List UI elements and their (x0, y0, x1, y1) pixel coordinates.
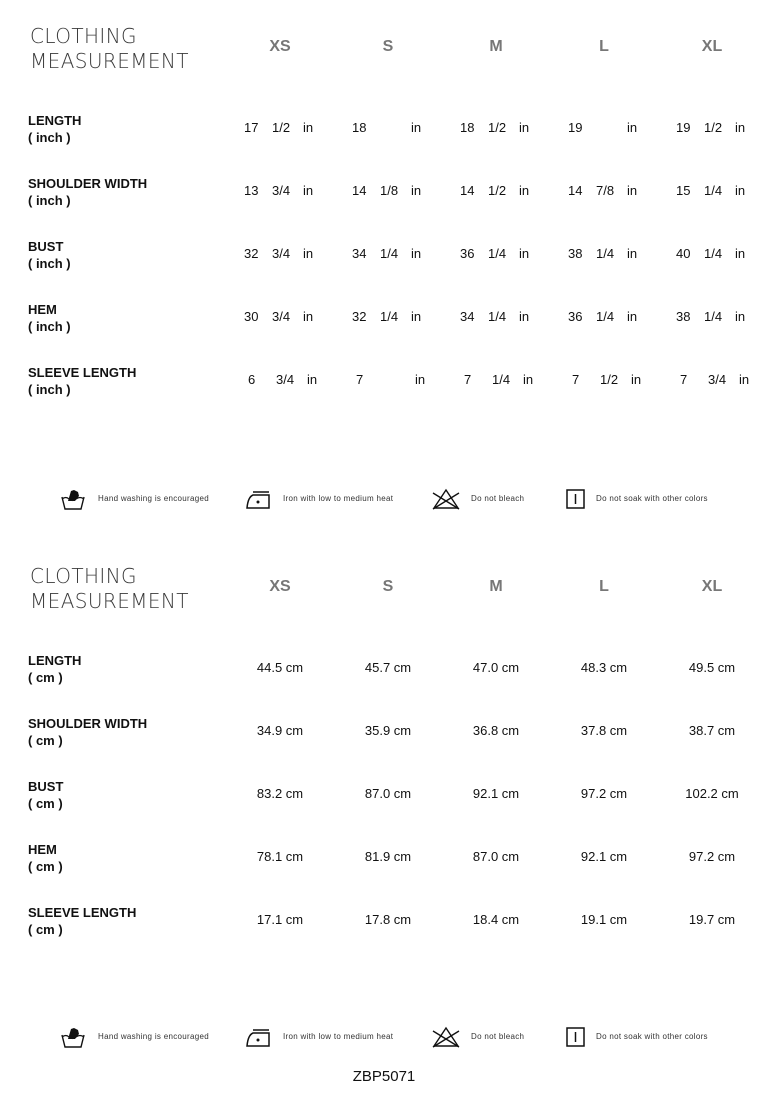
unit: in (631, 372, 642, 387)
unit: in (627, 120, 638, 135)
whole-number: 7 (464, 372, 472, 387)
unit-label: ( cm ) (28, 796, 63, 811)
row-label (28, 778, 63, 812)
value-cell: 18.4 cm (472, 912, 520, 927)
value-cell: 36.8 cm (472, 723, 520, 738)
size-header-m: M (489, 578, 503, 595)
unit: in (411, 309, 422, 324)
unit: in (519, 246, 530, 261)
fraction: 1/4 (596, 246, 615, 261)
whole-number: 38 (676, 309, 691, 324)
size-header-xs: XS (269, 38, 291, 55)
title-line-2: MEASUREMENT (30, 589, 189, 613)
row-label (28, 715, 147, 749)
fraction: 7/8 (596, 183, 615, 198)
iron-low-heat-icon (244, 1025, 272, 1049)
value-cell: 38.7 cm (688, 723, 736, 738)
table-row (0, 778, 768, 818)
care-text: Hand washing is encouraged (98, 1032, 209, 1041)
row-label (28, 652, 81, 686)
measurement-name: BUST (28, 239, 64, 254)
unit: in (411, 183, 422, 198)
whole-number: 17 (244, 120, 259, 135)
value-cell: 35.9 cm (364, 723, 412, 738)
value-cell: 19.1 cm (580, 912, 628, 927)
whole-number: 7 (356, 372, 364, 387)
row-label (28, 175, 147, 209)
unit-label: ( cm ) (28, 670, 63, 685)
value-cell: 97.2 cm (688, 849, 736, 864)
fraction: 1/4 (704, 246, 723, 261)
no-soak-icon (565, 1025, 587, 1049)
value-cell: 17.8 cm (364, 912, 412, 927)
fraction: 1/8 (380, 183, 399, 198)
unit: in (411, 246, 422, 261)
unit-label: ( inch ) (28, 319, 71, 334)
unit: in (627, 246, 638, 261)
size-header-l: L (599, 38, 609, 55)
size-header-l: L (599, 578, 609, 595)
unit-label: ( cm ) (28, 733, 63, 748)
value-cell: 78.1 cm (256, 849, 304, 864)
unit: in (519, 309, 530, 324)
unit: in (303, 309, 314, 324)
fraction: 3/4 (272, 246, 291, 261)
fraction: 1/4 (380, 246, 399, 261)
whole-number: 32 (352, 309, 367, 324)
table-row (0, 301, 768, 341)
unit: in (735, 309, 746, 324)
table-row (0, 112, 768, 152)
row-label (28, 301, 71, 335)
table-row (0, 238, 768, 278)
no-bleach-icon (431, 487, 461, 511)
fraction: 1/4 (704, 309, 723, 324)
no-soak-icon (565, 487, 587, 511)
unit: in (627, 183, 638, 198)
fraction: 1/4 (488, 246, 507, 261)
unit: in (519, 120, 530, 135)
measurement-name: SHOULDER WIDTH (28, 716, 148, 731)
whole-number: 7 (680, 372, 688, 387)
whole-number: 13 (244, 183, 259, 198)
whole-number: 18 (352, 120, 367, 135)
value-cell: 97.2 cm (580, 786, 628, 801)
size-header-s: S (382, 578, 394, 595)
size-header-s: S (382, 38, 394, 55)
no-bleach-icon (431, 1025, 461, 1049)
unit-label: ( inch ) (28, 130, 71, 145)
whole-number: 30 (244, 309, 259, 324)
whole-number: 14 (568, 183, 583, 198)
value-cell: 44.5 cm (256, 660, 304, 675)
value-cell: 37.8 cm (580, 723, 628, 738)
fraction: 3/4 (272, 309, 291, 324)
care-text: Do not bleach (471, 1032, 525, 1041)
iron-low-heat-icon (244, 487, 272, 511)
size-header-xl: XL (701, 578, 723, 595)
care-text: Do not soak with other colors (596, 1032, 708, 1041)
whole-number: 34 (352, 246, 367, 261)
unit: in (739, 372, 750, 387)
measurement-name: SHOULDER WIDTH (28, 176, 148, 191)
size-header-xl: XL (701, 38, 723, 55)
measurement-name: BUST (28, 779, 64, 794)
value-cell: 92.1 cm (580, 849, 628, 864)
fraction: 1/2 (600, 372, 619, 387)
row-label (28, 841, 63, 875)
whole-number: 38 (568, 246, 583, 261)
table-row (0, 841, 768, 881)
value-cell: 83.2 cm (256, 786, 304, 801)
section-title (30, 24, 189, 74)
fraction: 1/4 (492, 372, 511, 387)
unit-label: ( inch ) (28, 382, 71, 397)
whole-number: 18 (460, 120, 475, 135)
whole-number: 19 (676, 120, 691, 135)
section-title (30, 564, 189, 614)
whole-number: 36 (460, 246, 475, 261)
row-label (28, 112, 81, 146)
unit: in (735, 120, 746, 135)
care-text: Hand washing is encouraged (98, 494, 209, 503)
whole-number: 14 (352, 183, 367, 198)
whole-number: 14 (460, 183, 475, 198)
value-cell: 47.0 cm (472, 660, 520, 675)
value-cell: 48.3 cm (580, 660, 628, 675)
care-text: Iron with low to medium heat (283, 1032, 394, 1041)
hand-wash-icon (60, 1025, 86, 1049)
value-cell: 45.7 cm (364, 660, 412, 675)
fraction: 1/4 (488, 309, 507, 324)
unit-label: ( inch ) (28, 193, 71, 208)
unit: in (307, 372, 318, 387)
whole-number: 36 (568, 309, 583, 324)
value-cell: 87.0 cm (472, 849, 520, 864)
value-cell: 87.0 cm (364, 786, 412, 801)
row-label (28, 238, 71, 272)
size-header-xs: XS (269, 578, 291, 595)
table-row (0, 364, 768, 404)
measurement-name: LENGTH (28, 113, 82, 128)
whole-number: 19 (568, 120, 583, 135)
fraction: 1/2 (488, 120, 507, 135)
product-code: ZBP5071 (352, 1068, 416, 1085)
unit: in (303, 120, 314, 135)
size-header-m: M (489, 38, 503, 55)
value-cell: 17.1 cm (256, 912, 304, 927)
whole-number: 7 (572, 372, 580, 387)
hand-wash-icon (60, 487, 86, 511)
table-row (0, 652, 768, 692)
fraction: 1/4 (380, 309, 399, 324)
care-text: Do not bleach (471, 494, 525, 503)
value-cell: 81.9 cm (364, 849, 412, 864)
measurement-name: SLEEVE LENGTH (28, 365, 137, 380)
unit: in (735, 246, 746, 261)
whole-number: 32 (244, 246, 259, 261)
value-cell: 102.2 cm (685, 786, 739, 801)
unit: in (303, 183, 314, 198)
measurement-name: HEM (28, 302, 57, 317)
value-cell: 19.7 cm (688, 912, 736, 927)
table-row (0, 904, 768, 944)
unit-label: ( cm ) (28, 922, 63, 937)
unit: in (627, 309, 638, 324)
row-label (28, 904, 136, 938)
unit: in (415, 372, 426, 387)
measurement-name: HEM (28, 842, 57, 857)
fraction: 1/2 (488, 183, 507, 198)
care-instructions (0, 485, 768, 515)
fraction: 3/4 (276, 372, 295, 387)
care-instructions (0, 1023, 768, 1053)
measurement-name: SLEEVE LENGTH (28, 905, 137, 920)
fraction: 1/4 (596, 309, 615, 324)
whole-number: 15 (676, 183, 691, 198)
fraction: 1/2 (272, 120, 291, 135)
row-label (28, 364, 136, 398)
title-line-2: MEASUREMENT (30, 49, 189, 73)
title-line-1: CLOTHING (30, 24, 137, 48)
unit-label: ( inch ) (28, 256, 71, 271)
title-line-1: CLOTHING (30, 564, 137, 588)
whole-number: 40 (676, 246, 691, 261)
whole-number: 34 (460, 309, 475, 324)
unit: in (523, 372, 534, 387)
unit: in (519, 183, 530, 198)
fraction: 1/4 (704, 183, 723, 198)
fraction: 3/4 (708, 372, 727, 387)
unit-label: ( cm ) (28, 859, 63, 874)
value-cell: 34.9 cm (256, 723, 304, 738)
table-row (0, 715, 768, 755)
care-text: Do not soak with other colors (596, 494, 708, 503)
measurement-name: LENGTH (28, 653, 82, 668)
whole-number: 6 (248, 372, 256, 387)
unit: in (303, 246, 314, 261)
fraction: 1/2 (704, 120, 723, 135)
table-row (0, 175, 768, 215)
fraction: 3/4 (272, 183, 291, 198)
unit: in (411, 120, 422, 135)
unit: in (735, 183, 746, 198)
value-cell: 92.1 cm (472, 786, 520, 801)
care-text: Iron with low to medium heat (283, 494, 394, 503)
value-cell: 49.5 cm (688, 660, 736, 675)
